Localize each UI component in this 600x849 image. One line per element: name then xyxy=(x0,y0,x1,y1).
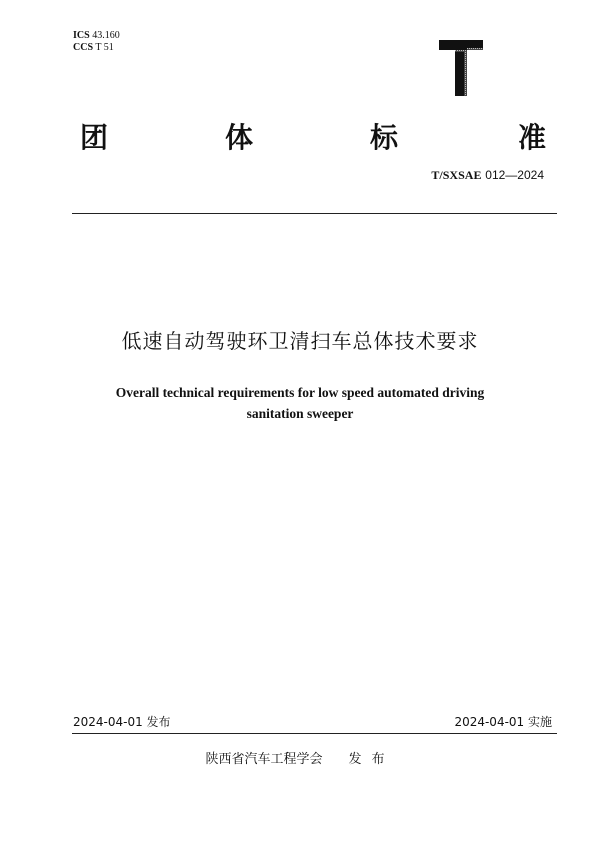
standard-type-char: 团 xyxy=(80,121,109,154)
standard-code-prefix: T/SXSAE xyxy=(431,168,482,182)
publisher xyxy=(0,751,600,769)
category-letter-logo xyxy=(437,38,485,98)
issue-date: 2024-04-01 发布 xyxy=(73,715,171,729)
ics-label: ICS xyxy=(73,30,90,41)
implementation-date: 2024-04-01 实施 xyxy=(454,715,552,729)
english-title-line: Overall technical requirements for low speed automated driving xyxy=(115,385,485,400)
english-title xyxy=(60,382,540,424)
ccs-code xyxy=(73,42,120,54)
publisher-name: 陕西省汽车工程学会 xyxy=(205,752,323,767)
standard-type-char: 体 xyxy=(225,121,254,154)
ccs-label: CCS xyxy=(73,42,94,53)
standard-code-number: 012—2024 xyxy=(485,168,544,182)
classification-codes xyxy=(73,30,120,54)
chinese-title: 低速自动驾驶环卫清扫车总体技术要求 xyxy=(121,329,479,353)
standard-code xyxy=(431,167,544,183)
publisher-action: 发布 xyxy=(348,752,395,767)
english-title-line: sanitation sweeper xyxy=(246,406,354,421)
standard-type-char: 准 xyxy=(518,121,547,154)
standard-type xyxy=(80,120,560,160)
ics-code xyxy=(73,30,120,42)
ics-value: 43.160 xyxy=(92,30,120,41)
ccs-value: T 51 xyxy=(95,42,114,53)
bottom-divider xyxy=(72,733,557,734)
standard-type-char: 标 xyxy=(370,121,399,154)
top-divider xyxy=(72,213,557,214)
